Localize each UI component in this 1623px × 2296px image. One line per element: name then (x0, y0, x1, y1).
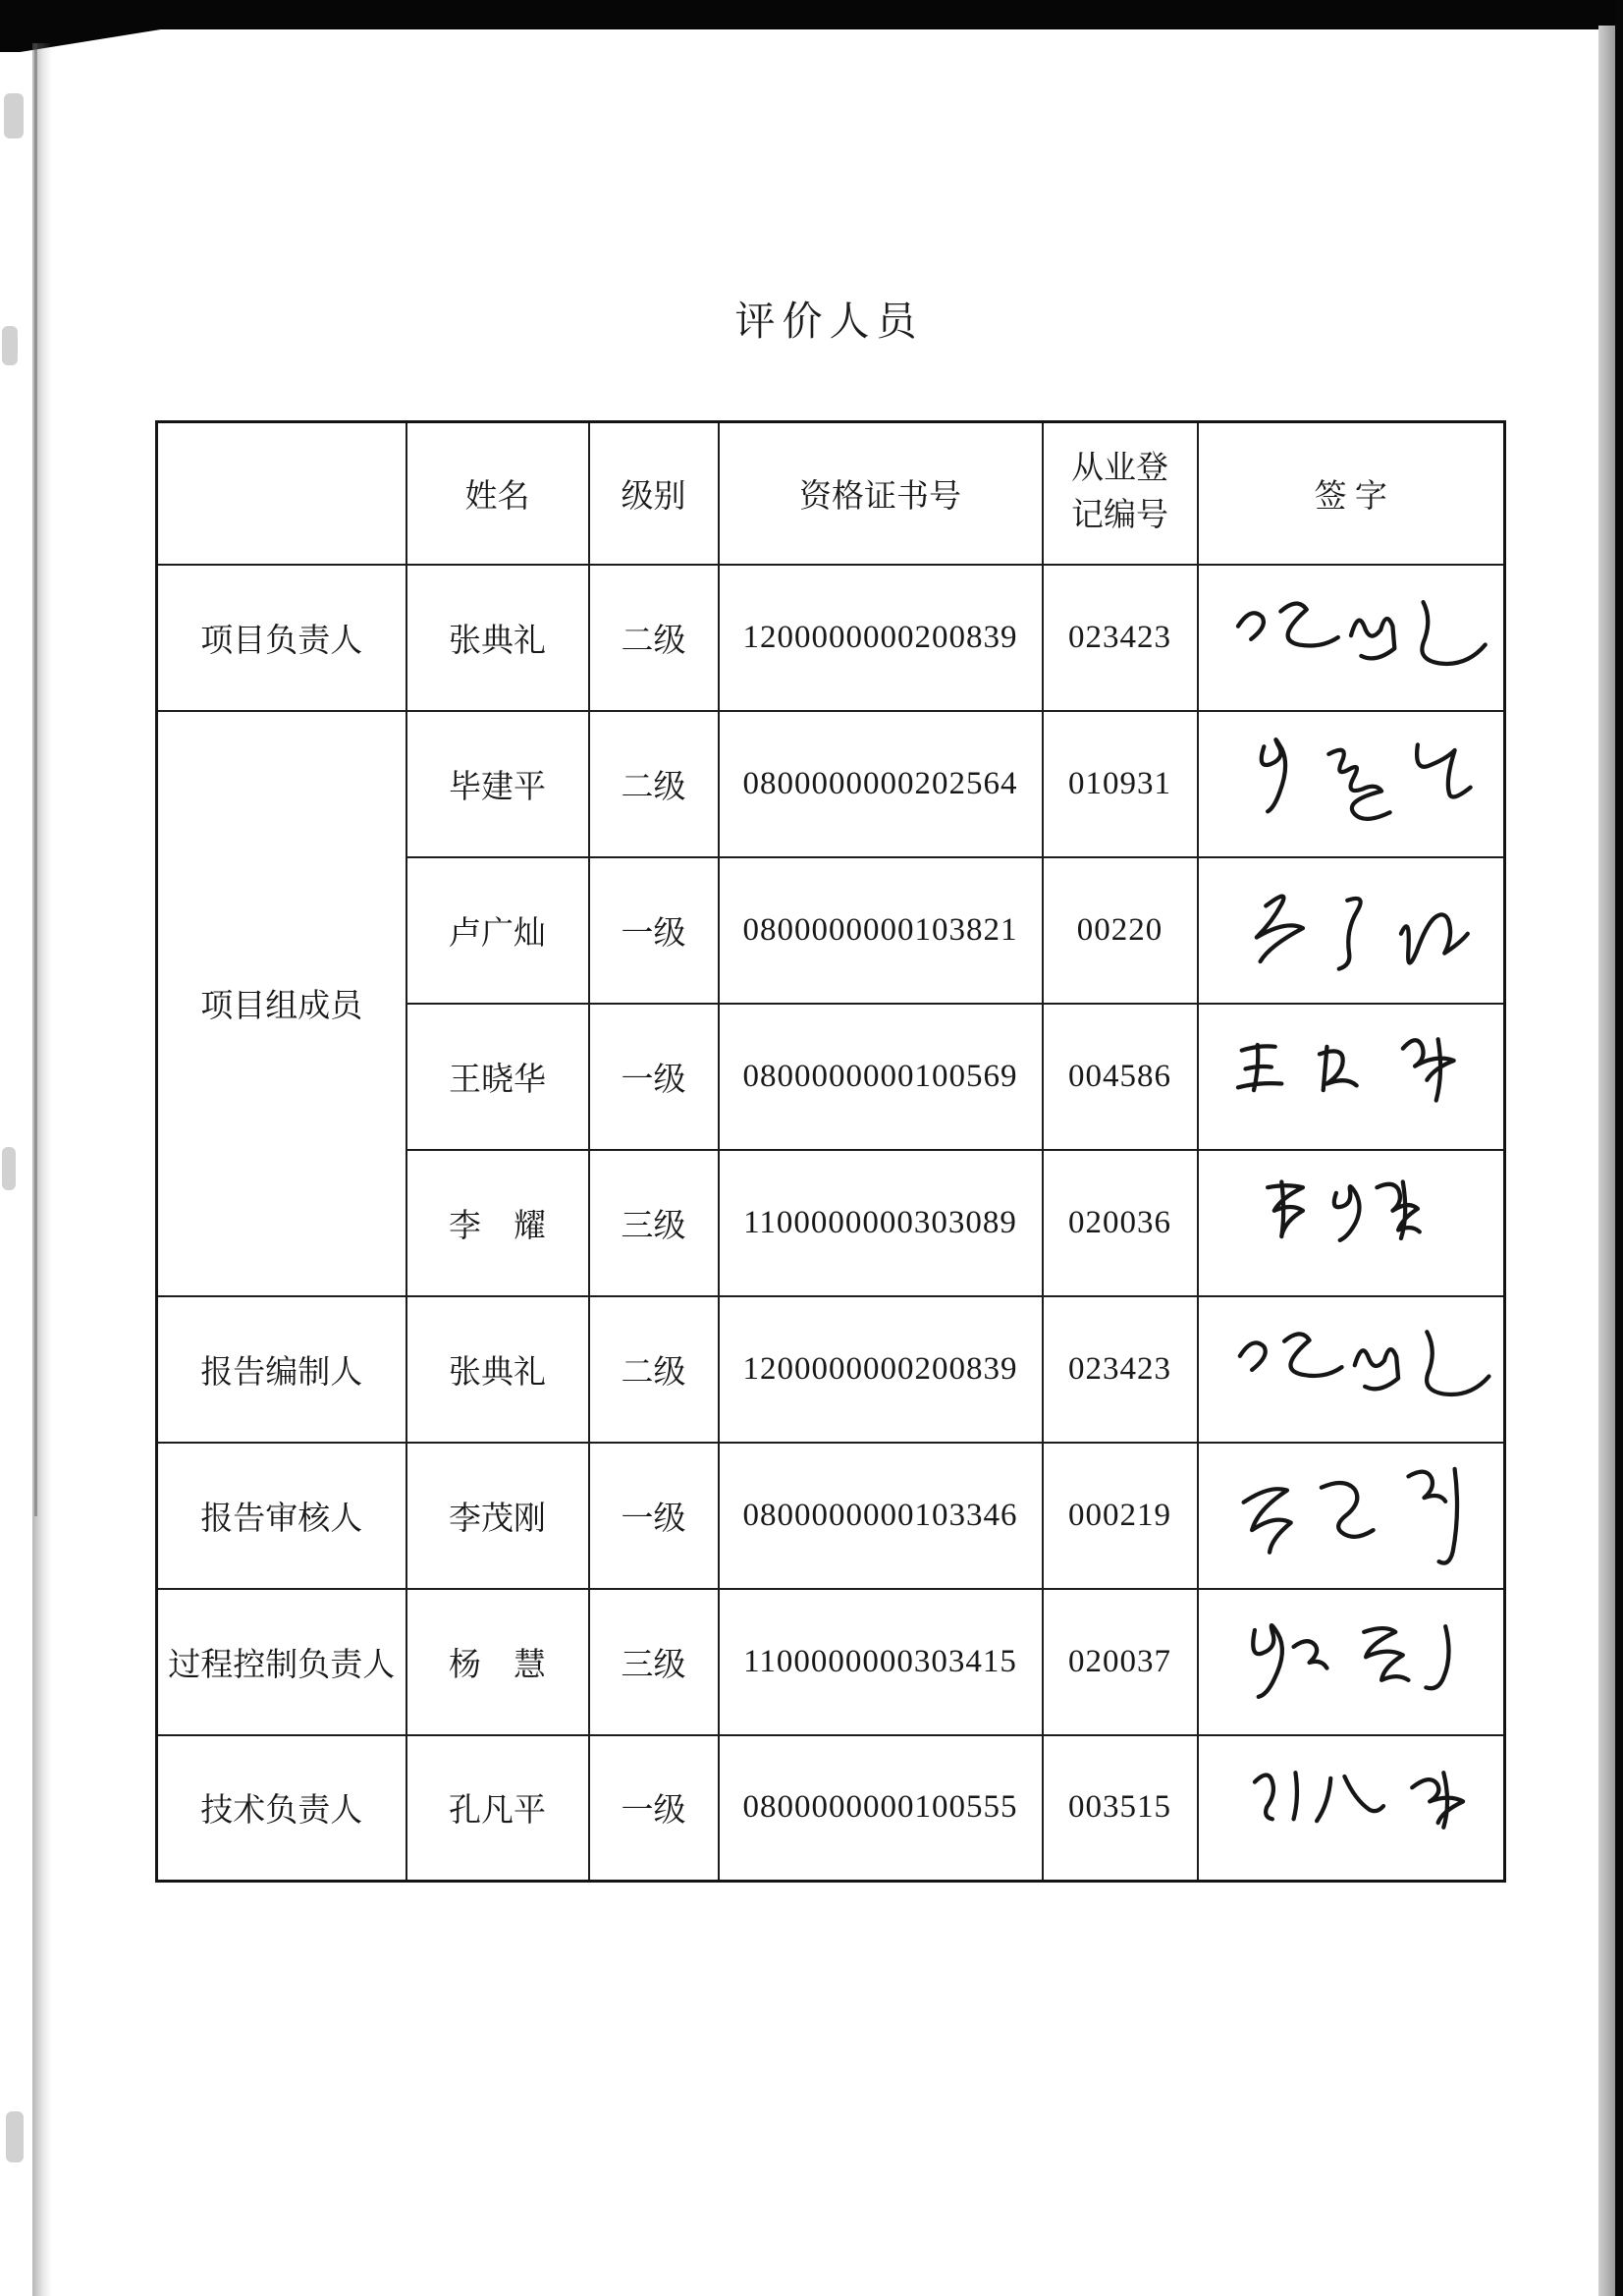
cert-no-cell: 0800000000103821 (719, 857, 1043, 1004)
signature-cell (1198, 1735, 1505, 1882)
signature-image (1204, 573, 1498, 702)
reg-no-cell: 023423 (1043, 1296, 1198, 1443)
cert-no-cell: 1100000000303089 (719, 1150, 1043, 1296)
role-cell-group: 项目组成员 (157, 711, 406, 1296)
cert-no-cell: 1100000000303415 (719, 1589, 1043, 1735)
scan-smudge (2, 326, 18, 365)
role-cell: 报告编制人 (157, 1296, 406, 1443)
level-cell: 一级 (589, 857, 719, 1004)
level-cell: 三级 (589, 1150, 719, 1296)
header-reg-no: 从业登记编号 (1043, 422, 1198, 565)
level-cell: 一级 (589, 1735, 719, 1882)
table-header-row (157, 422, 1505, 565)
signature-image (1204, 865, 1498, 995)
scan-smudge (6, 2111, 24, 2162)
signature-image (1204, 1743, 1498, 1873)
level-cell: 一级 (589, 1443, 719, 1589)
signature-image (1204, 1304, 1498, 1434)
cert-no-cell: 1200000000200839 (719, 1296, 1043, 1443)
scan-edge-right (1615, 0, 1623, 2296)
table-row (157, 1589, 1505, 1735)
header-name: 姓名 (406, 422, 589, 565)
name-cell: 卢广灿 (406, 857, 589, 1004)
level-cell: 二级 (589, 711, 719, 857)
table-row (157, 1296, 1505, 1443)
scan-edge-top-wedge (0, 28, 167, 52)
level-cell: 二级 (589, 1296, 719, 1443)
reg-no-cell: 000219 (1043, 1443, 1198, 1589)
table-row (157, 711, 1505, 857)
table-row (157, 1735, 1505, 1882)
signature-cell (1198, 1296, 1505, 1443)
signature-cell (1198, 1443, 1505, 1589)
signature-cell (1198, 1004, 1505, 1150)
header-signature: 签 字 (1198, 422, 1505, 565)
role-cell: 过程控制负责人 (157, 1589, 406, 1735)
table-row (157, 1443, 1505, 1589)
scan-edge-top (0, 0, 1623, 29)
level-cell: 一级 (589, 1004, 719, 1150)
signature-cell (1198, 857, 1505, 1004)
reg-no-cell: 003515 (1043, 1735, 1198, 1882)
role-cell: 报告审核人 (157, 1443, 406, 1589)
signature-cell (1198, 711, 1505, 857)
cert-no-cell: 0800000000202564 (719, 711, 1043, 857)
signature-image (1204, 1011, 1498, 1141)
page-edge-right (1598, 26, 1615, 2296)
name-cell: 杨 慧 (406, 1589, 589, 1735)
reg-no-cell: 00220 (1043, 857, 1198, 1004)
cert-no-cell: 0800000000100569 (719, 1004, 1043, 1150)
reg-no-cell: 020037 (1043, 1589, 1198, 1735)
name-cell: 张典礼 (406, 1296, 589, 1443)
name-cell: 李 耀 (406, 1150, 589, 1296)
level-cell: 二级 (589, 565, 719, 711)
cert-no-cell: 0800000000103346 (719, 1443, 1043, 1589)
reg-no-cell: 010931 (1043, 711, 1198, 857)
signature-image (1204, 1450, 1498, 1580)
signature-image (1204, 1597, 1498, 1726)
signature-cell (1198, 1150, 1505, 1296)
role-cell: 技术负责人 (157, 1735, 406, 1882)
name-cell: 王晓华 (406, 1004, 589, 1150)
name-cell: 张典礼 (406, 565, 589, 711)
name-cell: 李茂刚 (406, 1443, 589, 1589)
signature-cell (1198, 1589, 1505, 1735)
reg-no-cell: 004586 (1043, 1004, 1198, 1150)
scan-smudge (2, 1147, 16, 1190)
header-cert-no: 资格证书号 (719, 422, 1043, 565)
evaluation-personnel-table (155, 420, 1506, 1883)
reg-no-cell: 020036 (1043, 1150, 1198, 1296)
cert-no-cell: 1200000000200839 (719, 565, 1043, 711)
reg-no-cell: 023423 (1043, 565, 1198, 711)
name-cell: 孔凡平 (406, 1735, 589, 1882)
cert-no-cell: 0800000000100555 (719, 1735, 1043, 1882)
role-cell: 项目负责人 (157, 565, 406, 711)
scan-smudge (4, 93, 24, 138)
signature-cell (1198, 565, 1505, 711)
header-role (157, 422, 406, 565)
table-row (157, 565, 1505, 711)
page-edge-left-line (34, 43, 37, 1516)
signature-image (1204, 1158, 1498, 1287)
name-cell: 毕建平 (406, 711, 589, 857)
page-title: 评价人员 (734, 299, 924, 344)
level-cell: 三级 (589, 1589, 719, 1735)
header-level: 级别 (589, 422, 719, 565)
signature-image (1204, 719, 1498, 848)
